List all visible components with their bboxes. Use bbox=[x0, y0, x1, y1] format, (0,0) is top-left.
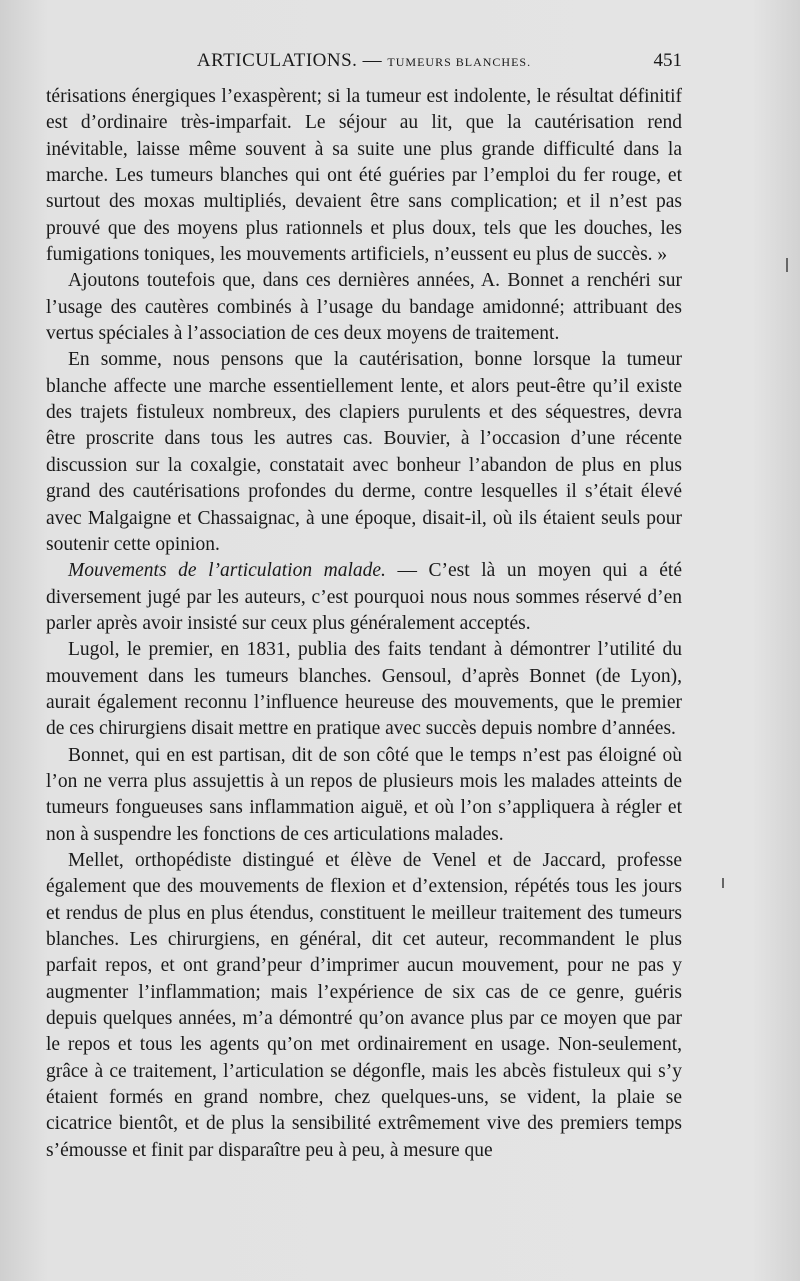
margin-mark bbox=[786, 258, 788, 272]
paragraph bbox=[46, 84, 682, 268]
paragraph-text: Bonnet, qui en est partisan, dit de son côté que le temps n’est pas éloigné où l’on ne verra plus assujettis à un repos de plusieurs mois les malades atteints de tumeurs fongueuses sans inflammation aiguë, et où l’on s’appliquera à régler et non à suspendre les fonctions de ces articulations malades. bbox=[46, 744, 682, 845]
margin-mark bbox=[722, 878, 724, 888]
page-number: 451 bbox=[653, 50, 682, 71]
paragraph bbox=[46, 743, 682, 848]
running-title bbox=[46, 50, 682, 72]
paragraph bbox=[46, 848, 682, 1164]
body-text bbox=[46, 84, 682, 1164]
header-title-main: ARTICULATIONS. bbox=[196, 50, 358, 71]
paragraph-text: térisations énergiques l’exaspèrent; si la tumeur est indolente, le résultat définitif est d’ordinaire très-imparfait. Le séjour au lit, que la cautérisation rend inévitable, laisse même souvent à sa suite une plus grande difficulté dans la marche. Les tumeurs blanches qui ont été guéries par l’emploi du fer rouge, et surtout des moxas multipliés, devaient être sans complication; et il n’est pas prouvé que des moyens plus rationnels et plus doux, tels que les douches, les fumigations toniques, les mouvements artificiels, n’eussent eu plus de succès. » bbox=[46, 86, 682, 266]
paragraph-text: En somme, nous pensons que la cautérisation, bonne lorsque la tumeur blanche affecte une marche essentiellement lente, et alors peut-être qu’il existe des trajets fistuleux nombreux, des clapiers purulents et des séquestres, devra être proscrite dans tous les autres cas. Bouvier, à l’occasion d’une récente discussion sur la coxalgie, constatait avec bonheur l’abandon de plus en plus grand des cautérisations profondes du derme, contre lesquelles il s’était élevé avec Malgaigne et Chassaignac, à une époque, disait-il, où ils étaient seuls pour soutenir cette opinion. bbox=[46, 349, 682, 555]
paragraph bbox=[46, 268, 682, 347]
paragraph bbox=[46, 637, 682, 742]
header-dash: — bbox=[362, 50, 383, 71]
paragraph-text: Lugol, le premier, en 1831, publia des faits tendant à démontrer l’utilité du mouvement dans les tumeurs blanches. Gensoul, d’après Bonnet (de Lyon), aurait également reconnu l’influence heureuse des mouvements, que le premier de ces chirurgiens disait mettre en pratique avec succès depuis nombre d’années. bbox=[46, 639, 682, 740]
paragraph-text: Mellet, orthopédiste distingué et élève de Venel et de Jaccard, professe également que des mouvements de flexion et d’extension, répétés tous les jours et rendus de plus en plus étendus, constituent le meilleur traitement des tumeurs blanches. Les chirurgiens, en général, dit cet auteur, recommandent le plus parfait repos, et ont grand’peur d’imprimer aucun mouvement, pour ne pas y augmenter l’inflammation; mais l’expérience de six cas de ce genre, guéris depuis quelques années, m’a démontré qu’on avance plus par ce moyen que par le repos et tous les agents qu’on met ordinairement en usage. Non-seulement, grâce à ce traitement, l’articulation se dégonfle, mais les abcès fistuleux qui s’y étaient formés en grand nombre, chez quelques-uns, se vident, la plaie se cicatrice bientôt, et de plus la sensibilité extrêmement vive des premiers temps s’émousse et finit par disparaître peu à peu, à mesure que bbox=[46, 849, 682, 1161]
paragraph bbox=[46, 558, 682, 637]
paragraph-text: Ajoutons toutefois que, dans ces dernières années, A. Bonnet a renchéri sur l’usage des cautères combinés à l’usage du bandage amidonné; attribuant des vertus spéciales à l’association de ces deux moyens de traitement. bbox=[46, 270, 682, 345]
paragraph-text: — C’est là un moyen qui a été diversement jugé par les auteurs, c’est pourquoi nous nous sommes réservé d’en parler après avoir insisté sur ceux plus généralement acceptés. bbox=[46, 560, 682, 634]
section-heading-italic: Mouvements de l’articulation malade. bbox=[68, 560, 386, 582]
running-header bbox=[46, 50, 682, 78]
header-title-sub: TUMEURS BLANCHES. bbox=[387, 55, 532, 69]
paragraph bbox=[46, 347, 682, 558]
